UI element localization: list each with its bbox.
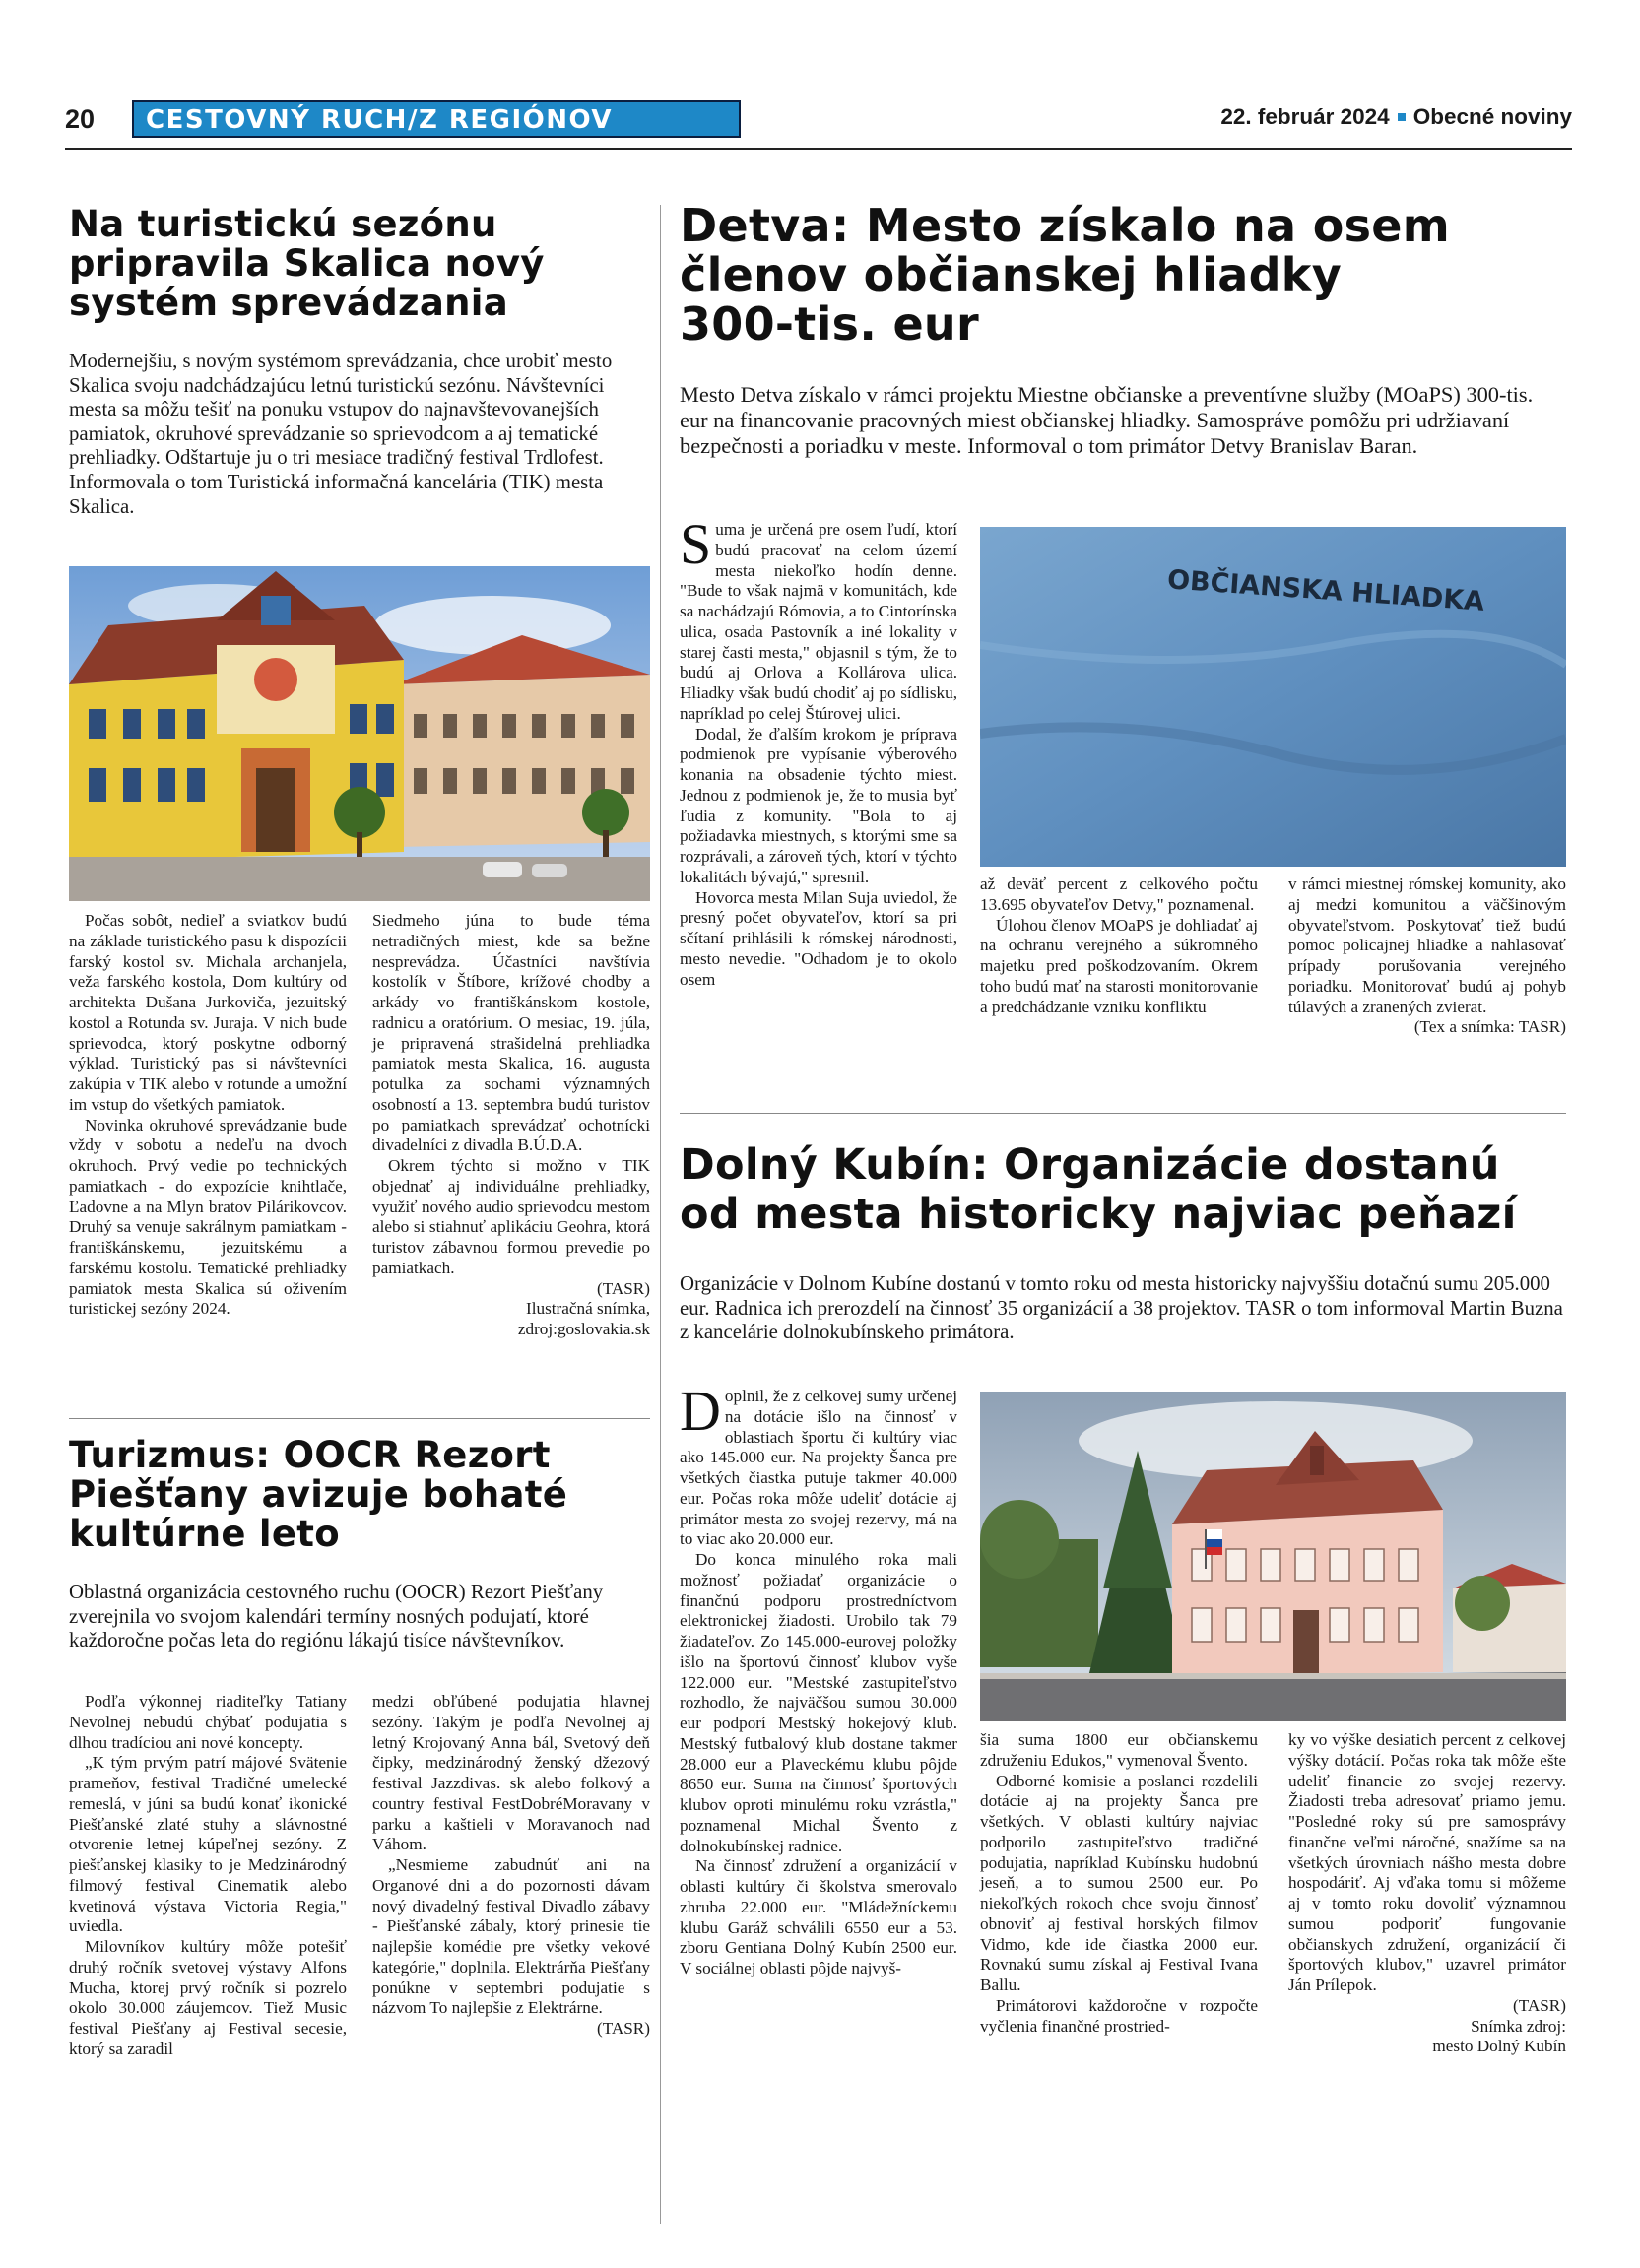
kubin-title xyxy=(680,1140,1566,1239)
paragraph xyxy=(680,1379,957,1550)
paragraph: Na činnosť združení a organizácií v oblasti kultúry či školstva smerovalo zhruba 22.000 eur. "Mládežníckemu klubu Garáž schválili 6550 eur a 53. zboru Gentiana Dolný Kubín 2500 eur. V sociálnej oblasti pôjde najvyš- xyxy=(680,1856,957,1977)
piestany-column-1 xyxy=(69,1692,347,2060)
detva-title xyxy=(680,201,1566,349)
paragraph: Počas sobôt, nedieľ a sviatkov budú na základe turistického pasu k dispozícii farský kostol sv. Michala archanjela, veža farského kostola, Dom kultúry od architekta Dušana Jurkoviča, jezuitský kostol a Rotunda sv. Juraja. V nich bude sprievodca, ktorý poskytne odborný výklad. Turistický pas si návštevníci zakúpia v TIK alebo v rotunde a umožní im vstup do všetkých pamiatok. xyxy=(69,911,347,1114)
paragraph: medzi obľúbené podujatia hlavnej sezóny. Takým je podľa Nevolnej aj letný Krojovaný Anna bál, Svetový deň čipky, medzinárodný ženský džezový festival Jazzdivas. sk alebo folkový a country festival FestDobréMoravany v parku a kaštieli v Moravanoch nad Váhom. xyxy=(372,1692,650,1854)
title-line: Detva: Mesto získalo na osem xyxy=(680,199,1451,252)
shirt-text: OBČIANSKA HLIADKA xyxy=(1166,564,1485,617)
detva-lead: Mesto Detva získalo v rámci projektu Miestne občianske a preventívne služby (MOaPS) 300-tis. eur na financovanie pracovných miest občianskej hliadky. Samospráve pomôžu pri udržiavaní bezpečnosti a poriadku v meste. Informoval o tom primátor Detvy Branislav Baran. xyxy=(680,382,1534,458)
kubin-column-3 xyxy=(1288,1730,1566,2057)
publication-name: Obecné noviny xyxy=(1412,104,1572,129)
photo-credit: zdroj:goslovakia.sk xyxy=(517,1320,650,1338)
skalica-column-2 xyxy=(372,911,650,1340)
paragraph xyxy=(680,512,957,725)
title-line: systém sprevádzania xyxy=(69,282,508,324)
source: (Tex a snímka: TASR) xyxy=(1413,1017,1566,1037)
skalica-lead: Modernejšiu, s novým systémom sprevádzania, chce urobiť mesto Skalica svoju nadchádzajúcu letnú turistickú sezónu. Návštevníci mesta sa môžu tešiť na ponuku vstupov do najnavštevovanejších pamiatok, okruhové sprevádzanie so sprievodcom a aj tematické prehliadky. Odštartuje ju o tri mesiace tradičný festival Trdlofest. Informovala o tom Turistická informačná kancelária (TIK) mesta Skalica. xyxy=(69,350,613,518)
issue-date: 22. február 2024 xyxy=(1220,104,1390,129)
section-rule xyxy=(680,1113,1566,1114)
photo-credit: Ilustračná snímka, xyxy=(525,1299,650,1319)
paragraph: až deväť percent z celkového počtu 13.695 obyvateľov Detvy," poznamenal. xyxy=(980,875,1258,914)
skalica-title xyxy=(69,205,640,323)
skalica-photo xyxy=(69,566,650,901)
title-line: Turizmus: OOCR Rezort xyxy=(69,1434,551,1476)
patrol-shirt-illustration xyxy=(980,527,1566,867)
separator-square-icon xyxy=(1398,113,1406,121)
title-line: 300-tis. eur xyxy=(680,297,979,351)
paragraph: Podľa výkonnej riaditeľky Tatiany Nevolnej nebudú chýbať podujatia s dlhou tradíciou ani nové koncepty. xyxy=(69,1692,347,1752)
page-header xyxy=(65,98,1572,142)
title-line: Na turistickú sezónu xyxy=(69,203,497,245)
header-rule xyxy=(65,148,1572,150)
piestany-title xyxy=(69,1436,650,1554)
paragraph: Milovníkov kultúry môže potešiť druhý ročník svetovej výstavy Alfons Mucha, ktorej prvý ročník si pozrelo okolo 30.000 záujemcov. Tiež Music festival Piešťany aj Festival secesie, ktorý sa zaradil xyxy=(69,1937,347,2058)
paragraph: Dodal, že ďalším krokom je príprava podmienok pre vypísanie výberového konania na obsadenie týchto miest. Jednou z podmienok je, že to musia byť ľudia z komunity. "Bola to aj požiadavka miestnych, s ktorými sme sa rozprávali, a zároveň tých, ktorí v týchto lokalitách bývajú," spresnil. xyxy=(680,724,957,886)
paragraph: Primátorovi každoročne v rozpočte vyčlenia finančné prostried- xyxy=(980,1995,1258,2036)
section-label: CESTOVNÝ RUCH/Z REGIÓNOV xyxy=(146,105,614,135)
paragraph: Siedmeho júna to bude téma netradičných miest, kde sa bežne nesprevádza. Účastníci navštívia kostolík v Štíbore, krížové chodby a arkády vo františkánskom kostole, radnicu a oratórium. O mesiac, 19. júla, je pripravená strašidelná prehliadka pamiatok mesta Skalica, 16. augusta potulka za sochami významných osobností a 13. septembra budú turistov po pamiatkach sprevádzať ochotnícki divadelníci z divadla B.Ú.D.A. xyxy=(372,911,650,1155)
kubin-lead: Organizácie v Dolnom Kubíne dostanú v tomto roku od mesta historicky najvyššiu dotačnú sumu 205.000 eur. Radnica ich prerozdelí na činnosť 35 organizácií a 38 projektov. TASR o tom informoval Martin Buzna z kancelárie dolnokubínskeho primátora. xyxy=(680,1272,1563,1344)
detva-column-2 xyxy=(980,875,1258,1017)
piestany-lead: Oblastná organizácia cestovného ruchu (OOCR) Rezort Piešťany zverejnila vo svojom kalendári termíny nosných podujatí, ktoré každoročne počas leta do regiónu lákajú tisíce návštevníkov. xyxy=(69,1581,604,1652)
date-line xyxy=(1220,104,1572,130)
skalica-house-illustration xyxy=(69,566,650,901)
paragraph: „K tým prvým patrí májové Svätenie prameňov, festival Tradičné umelecké remeslá, v júni sa budú konať ikonické Piešťanské zlaté stuhy a slávnostné otvorenie letnej kúpeľnej sezóny. Z piešťanskej klasiky to je Medzinárodný filmový festival Cinematik alebo kvetinová výstava Victoria Regia," uviedla. xyxy=(69,1753,347,1936)
paragraph-text: uma je určená pre osem ľudí, ktorí budú pracovať na celom území mesta niekoľko hodín denne. "Bude to však najmä v komunitách, kde sa nachádzajú Rómovia, a to Cintorínska ulica, osada Pastovník a iné lokality v starej časti mesta," objasnil s tým, že to budú aj Orlova a Kollárova ulica. Hliadky však budú chodiť aj po sídlisku, napríklad po celej Štúrovej ulici. xyxy=(680,520,957,723)
source: (TASR) xyxy=(1512,1995,1566,2015)
paragraph: šia suma 1800 eur občianskemu združeniu Edukos," vymenoval Švento. xyxy=(980,1730,1258,1770)
detva-column-3 xyxy=(1288,875,1566,1038)
paragraph: v rámci miestnej rómskej komunity, ako aj medzi komunitou a väčšinovým obyvateľstvom. Poskytovať tiež budú pomoc policajnej hliadke a nahlasovať prípady porušovania verejného poriadku. Monitorovať budú aj pohyb túlavých a zranených zvierat. xyxy=(1288,875,1566,1016)
section-rule xyxy=(69,1418,650,1419)
title-line: kultúrne leto xyxy=(69,1513,341,1555)
piestany-column-2 xyxy=(372,1692,650,2040)
detva-photo xyxy=(980,527,1566,867)
dropcap: S xyxy=(680,512,712,576)
photo-credit: mesto Dolný Kubín xyxy=(1432,2037,1566,2056)
paragraph: „Nesmieme zabudnúť ani na Organové dni a do pozornosti dávam nový divadelný festival Divadlo zábavy - Piešťanské zábaly, ktorý prinesie tie najlepšie komédie pre všetky vekové kategórie," doplnila. Elektrárňa Piešťany ponúkne v septembri podujatie s názvom To najlepšie z Elektrárne. xyxy=(372,1855,650,2018)
paragraph: Okrem týchto si možno v TIK objednať aj individuálne prehliadky, využiť nového audio sprievodcu mestom alebo si stiahnuť aplikáciu Geohra, ktorá turistov zábavnou formou prevedie po pamiatkach. xyxy=(372,1156,650,1277)
paragraph: Hovorca mesta Milan Suja uviedol, že presný počet obyvateľov, ktorí sa pri sčítaní prihlásili k rómskej národnosti, mesto nevedie. "Odhadom je to okolo osem xyxy=(680,887,957,989)
section-banner xyxy=(132,100,741,138)
skalica-column-1 xyxy=(69,911,347,1320)
title-line: Piešťany avizuje bohaté xyxy=(69,1473,568,1516)
paragraph: Úlohou členov MOaPS je dohliadať aj na ochranu verejného a súkromného majetku pred poškodzovaním. Okrem toho budú mať na starosti monitorovanie a predchádzanie vzniku konfliktu xyxy=(980,915,1258,1016)
source: (TASR) xyxy=(596,2019,650,2038)
title-line: členov občianskej hliadky xyxy=(680,248,1342,301)
kubin-column-1 xyxy=(680,1379,957,1979)
paragraph: Novinka okruhové sprevádzanie bude vždy v sobotu a nedeľu na dvoch okruhoch. Prvý vedie po technických pamiatkach - do expozície knihtlače, Ľadovne a na Mlyn bratov Pilárikovcov. Druhý sa venuje sakrálnym pamiatkam - františkánskemu, jezuitskému a farskému kostolu. Tematické prehliadky pamiatok mesta Skalica sú oživením turistickej sezóny 2024. xyxy=(69,1115,347,1319)
kubin-photo xyxy=(980,1392,1566,1721)
dropcap: D xyxy=(680,1379,721,1443)
source: (TASR) xyxy=(596,1278,650,1298)
kubin-column-2 xyxy=(980,1730,1258,2037)
paragraph: Odborné komisie a poslanci rozdelili dotácie aj na projekty Šanca pre všetkých. V oblasti kultúry najviac podporilo zastupiteľstvo tradičné podujatia, napríklad Kubínsku hudobnú jeseň, a to sumou 2500 eur. Po niekoľkých rokoch chce svoju činnosť obnoviť aj festival horských filmov Vidmo, kde ide čiastka 2000 eur. Rovnakú sumu získal aj Festival Ivana Ballu. xyxy=(980,1771,1258,1994)
paragraph: ky vo výške desiatich percent z celkovej výšky dotácií. Počas roka tak môže ešte udeliť financie zo svojej rezervy. Žiadosti treba adresovať priamo jemu. "Posledné roky sú pre samosprávy finančne veľmi náročné, snažíme sa na všetkých úrovniach nášho mesta dobre hospodáriť. Aj vďaka tomu si môžeme aj v tomto roku dovoliť významnou sumou podporiť fungovanie občianskych združení, organizácií či športových klubov," uzavrel primátor Ján Prílepok. xyxy=(1288,1730,1566,1994)
title-line: Dolný Kubín: Organizácie dostanú xyxy=(680,1140,1500,1190)
page-number: 20 xyxy=(65,104,96,134)
town-hall-illustration xyxy=(980,1392,1566,1721)
title-line: pripravila Skalica nový xyxy=(69,242,545,285)
column-divider xyxy=(660,205,661,2224)
paragraph-text: oplnil, že z celkovej sumy určenej na dotácie išlo na činnosť v oblastiach športu či kultúry viac ako 145.000 eur. Na projekty Šanca pre všetkých čiastka putuje takmer 40.000 eur. Počas roka môže udeliť dotácie aj primátor mesta zo svojej rezervy, má na to viac ako 20.000 eur. xyxy=(680,1387,957,1549)
detva-column-1 xyxy=(680,512,957,990)
photo-credit: Snímka zdroj: xyxy=(1471,2016,1566,2036)
paragraph: Do konca minulého roka mali možnosť požiadať organizácie o finančnú podporu prostredníctvom elektronickej žiadosti. Urobilo tak 79 žiadateľov. Zo 145.000-eurovej položky išlo na športovú činnosť klubov vyše 122.000 eur. "Mestské zastupiteľstvo rozhodlo, že najväčšou sumou 30.000 eur podporí Mestský hokejový klub. Mestský futbalový klub dostane takmer 28.000 eur a Plaveckému klubu pôjde 8650 eur. Suma na činnosť športových klubov oproti minulému roku vzrástla," poznamenal Michal Švento z dolnokubínskej radnice. xyxy=(680,1550,957,1855)
title-line: od mesta historicky najviac peňazí xyxy=(680,1190,1517,1239)
